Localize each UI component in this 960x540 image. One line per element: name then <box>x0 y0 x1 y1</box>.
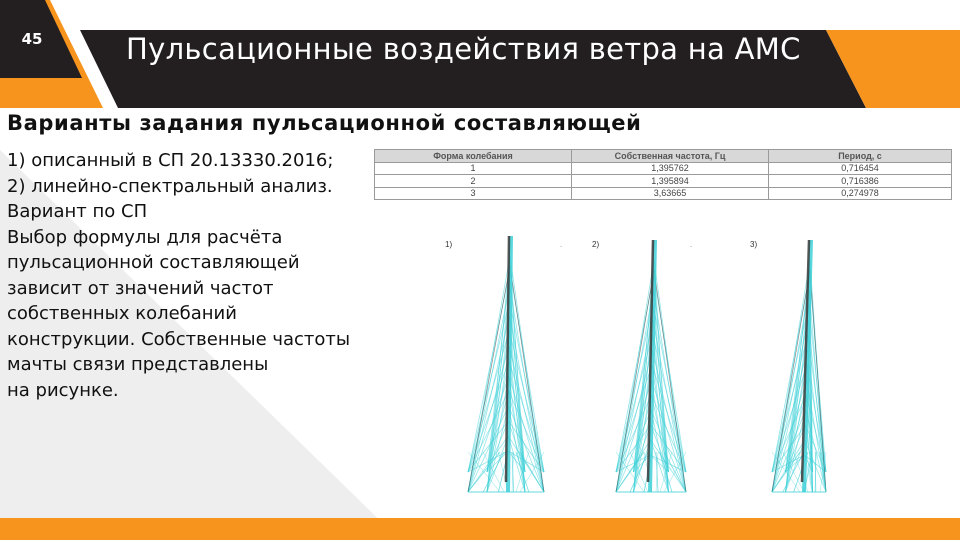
column-header: Форма колебания <box>375 150 572 163</box>
mast-mode-shapes-figure <box>440 230 860 500</box>
slide-title: Пульсационные воздействия ветра на АМС <box>126 32 801 66</box>
bottom-orange-band <box>0 518 960 540</box>
body-line: собственных колебаний <box>7 303 237 324</box>
column-header: Период, с <box>769 150 952 163</box>
column-header: Собственная частота, Гц <box>572 150 769 163</box>
body-line: конструкции. Собственные частоты <box>7 328 351 350</box>
table-cell: 1,395894 <box>572 175 769 188</box>
table-row <box>375 187 952 200</box>
frequency-table <box>374 149 952 200</box>
body-text <box>7 148 427 403</box>
body-line: Выбор формулы для расчёта <box>7 226 283 248</box>
body-line: 2) линейно-спектральный анализ. <box>7 175 333 197</box>
table-cell: 0,274978 <box>769 187 952 200</box>
body-line: Вариант по СП <box>7 201 148 222</box>
table-row <box>375 175 952 188</box>
table-cell: 1,395762 <box>572 162 769 175</box>
table-cell: 1 <box>375 162 572 175</box>
mast-figure-label: 1) <box>445 240 453 249</box>
slide-number: 45 <box>21 30 43 48</box>
body-line: 1) описанный в СП 20.13330.2016; <box>7 150 334 171</box>
body-line: на рисунке. <box>7 379 119 401</box>
table-cell: 2 <box>375 175 572 188</box>
body-line: пульсационной составляющей <box>7 252 300 273</box>
table-cell: 0,716454 <box>769 162 952 175</box>
mast-figure-label: 3) <box>750 240 758 249</box>
table-cell: 3,63665 <box>572 187 769 200</box>
figure-dot: . <box>560 240 563 249</box>
table-cell: 0,716386 <box>769 175 952 188</box>
mast-figure-2 <box>616 240 686 492</box>
section-subtitle: Варианты задания пульсационной составляющей <box>7 111 642 135</box>
mast-figure-label: 2) <box>592 240 600 249</box>
table-header-row <box>375 150 952 163</box>
figure-dot: . <box>690 240 693 249</box>
body-line: зависит от значений частот <box>7 277 274 299</box>
table-row <box>375 162 952 175</box>
mast-figure-1 <box>468 236 544 492</box>
table-cell: 3 <box>375 187 572 200</box>
mast-figure-3 <box>772 240 826 492</box>
body-line: мачты связи представлены <box>7 354 269 375</box>
frequency-table-image <box>372 147 960 211</box>
